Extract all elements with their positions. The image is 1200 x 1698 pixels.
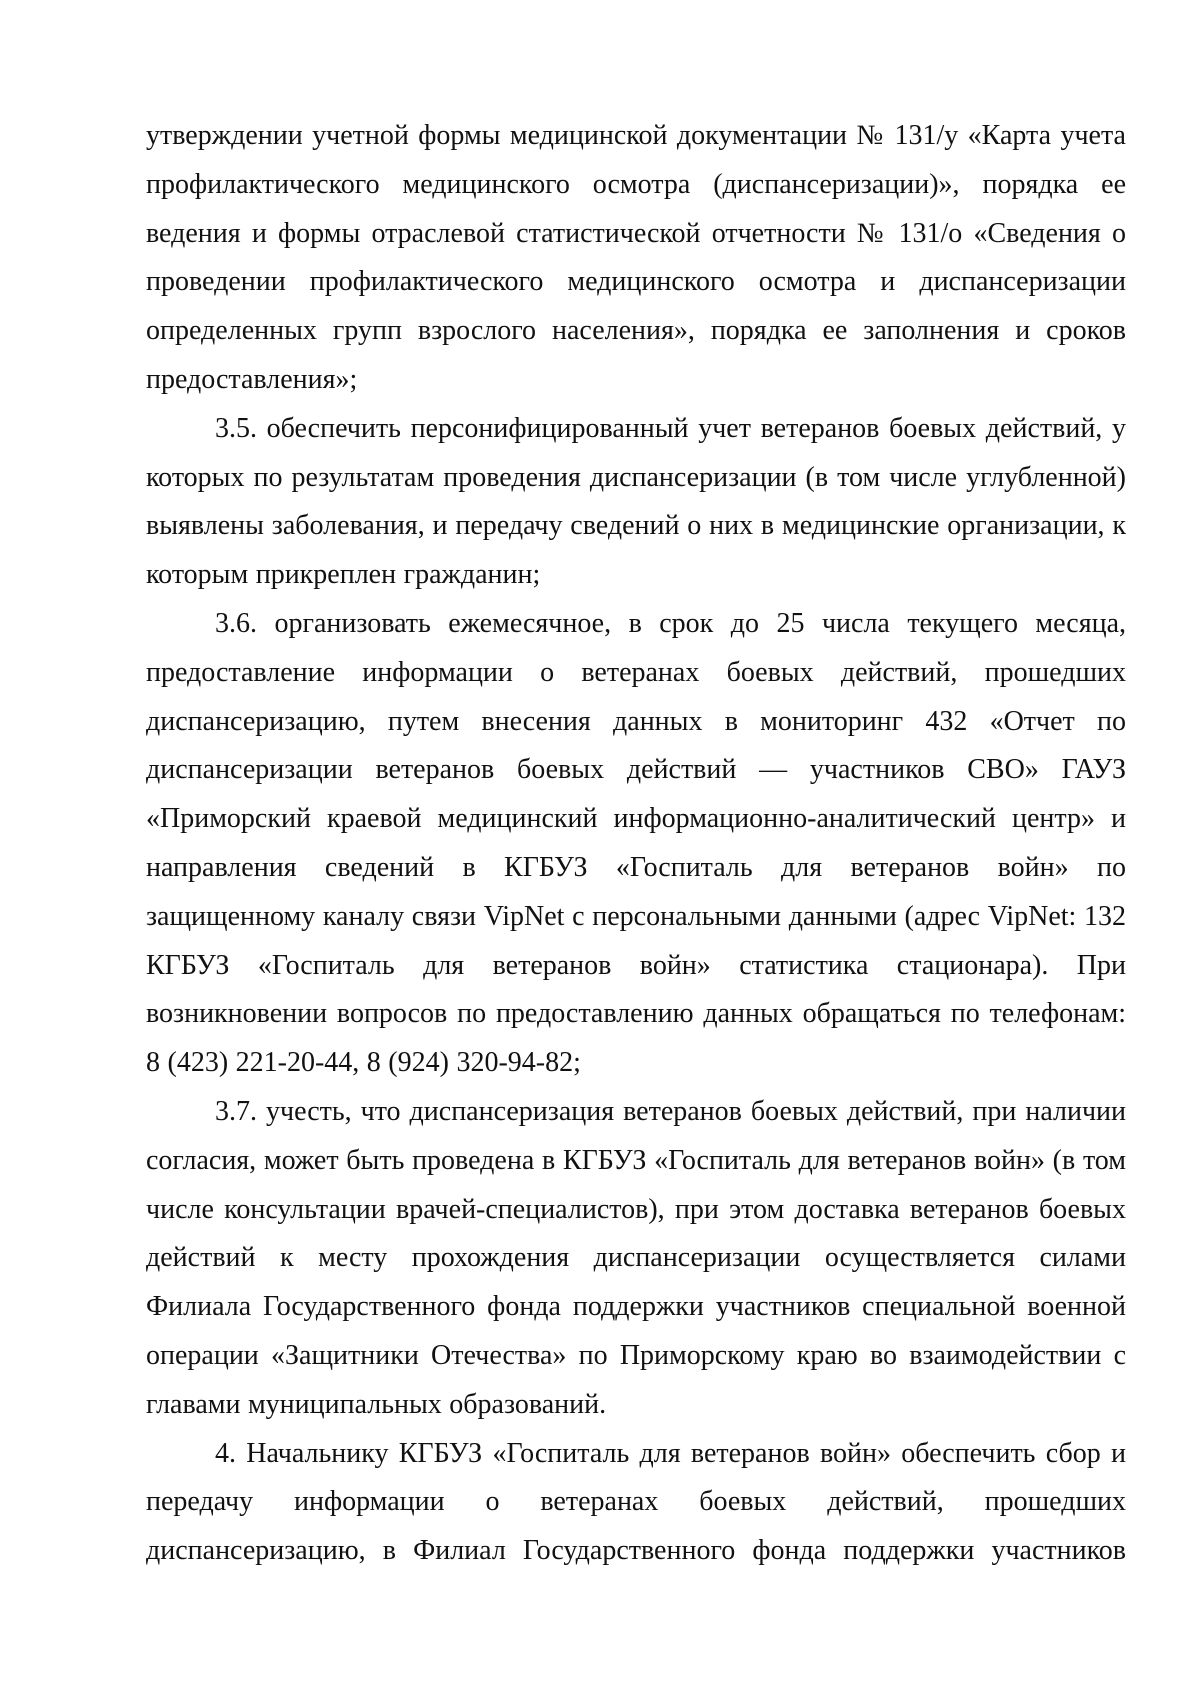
document-body [146,112,1126,1576]
paragraph-continuation: утверждении учетной формы медицинской документации № 131/у «Карта учета профилактического медицинского осмотра (диспансеризации)», порядка ее ведения и формы отраслевой статистической отчетности № 131/о «Сведения о проведении профилактического медицинского осмотра и диспансеризации определенных групп взрослого населения», порядка ее заполнения и сроков предоставления»; [146,120,1126,395]
paragraph-3-6: 3.6. организовать ежемесячное, в срок до 25 числа текущего месяца, предоставление информации о ветеранах боевых действий, прошедших диспансеризацию, путем внесения данных в мониторинг 432 «Отчет по диспансеризации ветеранов боевых действий — участников СВО» ГАУЗ «Приморский краевой медицинский информационно-аналитический центр» и направления сведений в КГБУЗ «Госпиталь для ветеранов войн» по защищенному каналу связи VipNet с персональными данными (адрес VipNet: 132 КГБУЗ «Госпиталь для ветеранов войн» статистика стационара). При возникновении вопросов по предоставлению данных обращаться по телефонам: 8 (423) 221-20-44, 8 (924) 320-94-82; [146,607,1126,1079]
paragraph-3-5: 3.5. обеспечить персонифицированный учет ветеранов боевых действий, у которых по результатам проведения диспансеризации (в том числе углубленной) выявлены заболевания, и передачу сведений о них в медицинские организации, к которым прикреплен гражданин; [146,412,1126,591]
paragraph-4: 4. Начальнику КГБУЗ «Госпиталь для ветеранов войн» обеспечить сбор и передачу информации о ветеранах боевых действий, прошедших диспансеризацию, в Филиал Государственного фонда поддержки участников [146,1437,1126,1567]
paragraph-3-7: 3.7. учесть, что диспансеризация ветеранов боевых действий, при наличии согласия, может быть проведена в КГБУЗ «Госпиталь для ветеранов войн» (в том числе консультации врачей-специалистов), при этом доставка ветеранов боевых действий к месту прохождения диспансеризации осуществляется силами Филиала Государственного фонда поддержки участников специальной военной операции «Защитники Отечества» по Приморскому краю во взаимодействии с главами муниципальных образований. [146,1095,1126,1420]
